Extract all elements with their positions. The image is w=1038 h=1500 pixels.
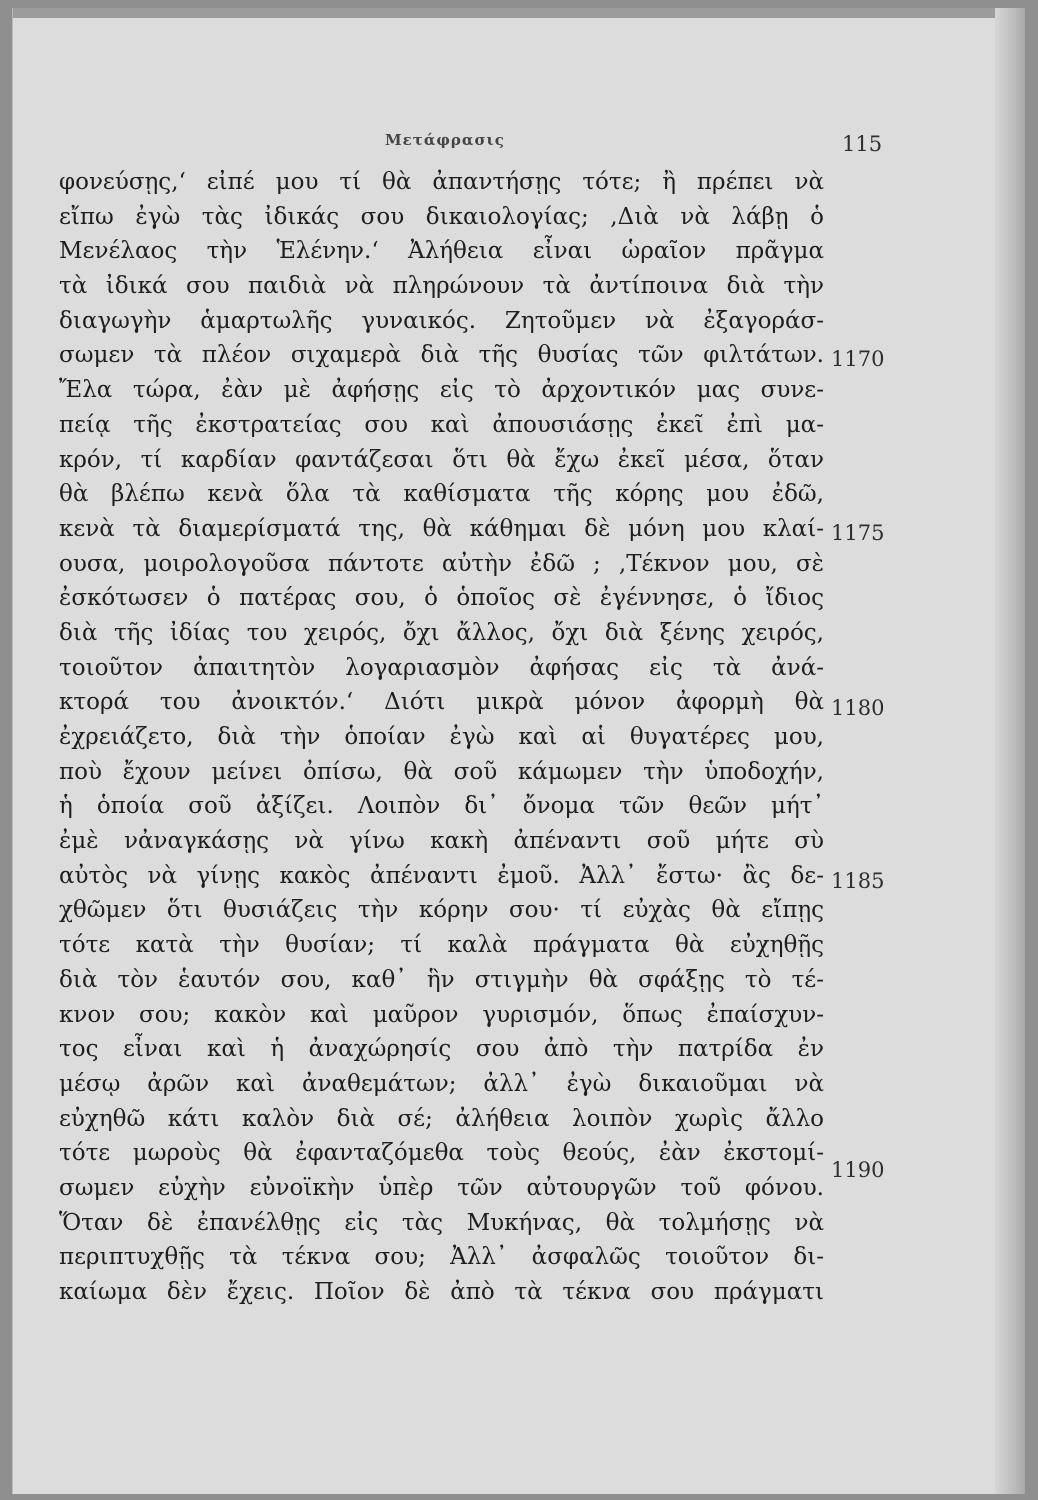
text-line: τότε μωροὺς θὰ ἐφανταζόμεθα τοὺς θεούς, ἐὰν ἐκστομί- — [59, 1140, 824, 1167]
text-line: Μενέλαος τὴν Ἑλένην.‘ Ἀλήθεια εἶναι ὡραῖον πρᾶγμα — [59, 238, 824, 265]
text-line: ουσα, μοιρολογοῦσα πάντοτε αὐτὴν ἐδῶ ; ,Τέκνον μου, σὲ — [59, 550, 824, 577]
text-line: ἡ ὁποία σοῦ ἀξίζει. Λοιπὸν δι᾽ ὄνομα τῶν θεῶν μήτ᾽ — [59, 793, 824, 820]
text-line: σωμεν εὐχὴν εὐνοϊκὴν ὑπὲρ τῶν αὐτουργῶν τοῦ φόνου. — [59, 1174, 824, 1201]
text-line: ἐχρειάζετο, διὰ τὴν ὁποίαν ἐγὼ καὶ αἱ θυγατέρες μου, — [59, 724, 824, 750]
text-line: κενὰ τὰ διαμερίσματά της, θὰ κάθημαι δὲ μόνη μου κλαί- — [59, 515, 824, 542]
text-line: κρόν, τί καρδίαν φαντάζεσαι ὅτι θὰ ἔχω ἐκεῖ μέσα, ὅταν — [59, 446, 824, 473]
text-line: μέσῳ ἀρῶν καὶ ἀναθεμάτων; ἀλλ᾽ ἐγὼ δικαιοῦμαι νὰ — [59, 1070, 824, 1097]
text-line: φονεύσῃς,‘ εἰπέ μου τί θὰ ἀπαντήσῃς τότε; ἢ πρέπει νὰ — [59, 169, 824, 195]
text-line: θὰ βλέπω κενὰ ὅλα τὰ καθίσματα τῆς κόρης μου ἐδῶ, — [59, 481, 824, 508]
text-line: κτορά του ἀνοικτόν.‘ Διότι μικρὰ μόνον ἀφορμὴ θὰ — [59, 689, 824, 716]
text-line: καίωμα δὲν ἔχεις. Ποῖον δὲ ἀπὸ τὰ τέκνα σου πράγματι — [59, 1279, 824, 1305]
text-line: διὰ τὸν ἑαυτόν σου, καθ᾽ ἣν στιγμὴν θὰ σφάξῃς τὸ τέ- — [59, 966, 824, 993]
page-top-edge — [13, 8, 1025, 18]
line-number: 1175 — [831, 521, 885, 545]
text-line: Ἔλα τώρα, ἐὰν μὲ ἀφήσῃς εἰς τὸ ἀρχοντικόν μας συνε- — [59, 377, 824, 404]
page-right-edge — [995, 8, 1025, 1494]
text-line: Ὅταν δὲ ἐπανέλθῃς εἰς τὰς Μυκήνας, θὰ τολμήσῃς νὰ — [59, 1209, 824, 1236]
text-line: κνον σου; κακὸν καὶ μαῦρον γυρισμόν, ὅπως ἐπαίσχυν- — [59, 1001, 824, 1028]
book-page — [12, 8, 1025, 1494]
text-line: διὰ τῆς ἰδίας του χειρός, ὄχι ἄλλος, ὄχι διὰ ξένης χειρός, — [59, 619, 824, 646]
text-line: ἐμὲ νἀναγκάσῃς νὰ γίνω κακὴ ἀπέναντι σοῦ μήτε σὺ — [59, 828, 824, 855]
text-line: τότε κατὰ τὴν θυσίαν; τί καλὰ πράγματα θὰ εὐχηθῇς — [59, 932, 824, 959]
text-line: ποὺ ἔχουν μείνει ὀπίσω, θὰ σοῦ κάμωμεν τὴν ὑποδοχήν, — [59, 758, 824, 785]
text-line: διαγωγὴν ἁμαρτωλῆς γυναικός. Ζητοῦμεν νὰ ἐξαγοράσ- — [59, 307, 824, 334]
text-line: τος εἶναι καὶ ἡ ἀναχώρησίς σου ἀπὸ τὴν πατρίδα ἐν — [59, 1036, 824, 1063]
line-number: 1180 — [831, 696, 885, 720]
text-line: τοιοῦτον ἀπαιτητὸν λογαριασμὸν ἀφήσας εἰς τὰ ἀνά- — [59, 654, 824, 681]
text-line: αὐτὸς νὰ γίνῃς κακὸς ἀπέναντι ἐμοῦ. Ἀλλ᾽ ἔστω· ἂς δε- — [59, 862, 824, 889]
line-number: 1190 — [831, 1158, 885, 1182]
text-line: εἴπω ἐγὼ τὰς ἰδικάς σου δικαιολογίας; ,Διὰ νὰ λάβῃ ὁ — [59, 203, 824, 230]
line-number: 1170 — [831, 347, 885, 371]
body-text — [59, 165, 824, 1310]
text-line: σωμεν τὰ πλέον σιχαμερὰ διὰ τῆς θυσίας τῶν φιλτάτων. — [59, 342, 824, 369]
page-number: 115 — [842, 132, 883, 156]
running-title: Μετάφρασις — [385, 131, 505, 149]
text-line: τὰ ἰδικά σου παιδιὰ νὰ πληρώνουν τὰ ἀντίποινα διὰ τὴν — [59, 273, 824, 300]
text-line: περιπτυχθῇς τὰ τέκνα σου; Ἀλλ᾽ ἀσφαλῶς τοιοῦτον δι- — [59, 1244, 824, 1271]
text-line: χθῶμεν ὅτι θυσιάζεις τὴν κόρην σου· τί εὐχὰς θὰ εἴπῃς — [59, 897, 824, 924]
text-line: πείᾳ τῆς ἐκστρατείας σου καὶ ἀπουσιάσῃς ἐκεῖ ἐπὶ μα- — [59, 411, 824, 438]
text-line: ἐσκότωσεν ὁ πατέρας σου, ὁ ὁποῖος σὲ ἐγέννησε, ὁ ἴδιος — [59, 585, 824, 612]
line-number: 1185 — [831, 869, 885, 893]
text-line: εὐχηθῶ κάτι καλὸν διὰ σέ; ἀλήθεια λοιπὸν χωρὶς ἄλλο — [59, 1105, 824, 1132]
